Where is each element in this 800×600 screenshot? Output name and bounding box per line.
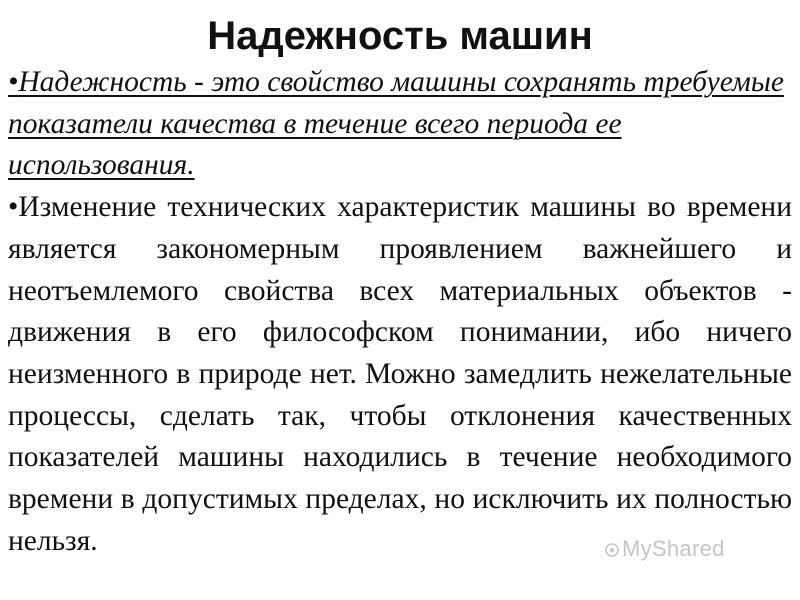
- bullet-marker: •: [8, 191, 19, 224]
- slide-title: Надежность машин: [207, 14, 593, 58]
- myshared-logo-icon: [605, 543, 619, 557]
- watermark: [605, 536, 725, 562]
- bullet-explanation: [8, 187, 792, 562]
- watermark-text: MyShared: [622, 536, 725, 561]
- bullet-definition: [8, 62, 792, 187]
- slide-body: [8, 62, 792, 562]
- bullet-definition-text: Надежность - это свойство машины сохранять требуемые показатели качества в течение всего периода ее использования.: [8, 66, 784, 182]
- bullet-marker: •: [8, 66, 19, 98]
- bullet-explanation-text: Изменение технических характеристик машины во времени является закономерным проявлением важнейшего и неотъемлемого свойства всех материальных объектов - движения в его философском понимании, ибо ничего неизменного в природе нет. Можно замедлить нежелательные процессы, сделать так, чтобы отклонения качественных показателей машины находились в течение необходимого времени в допустимых пределах, но исключить их полностью нельзя.: [8, 191, 792, 557]
